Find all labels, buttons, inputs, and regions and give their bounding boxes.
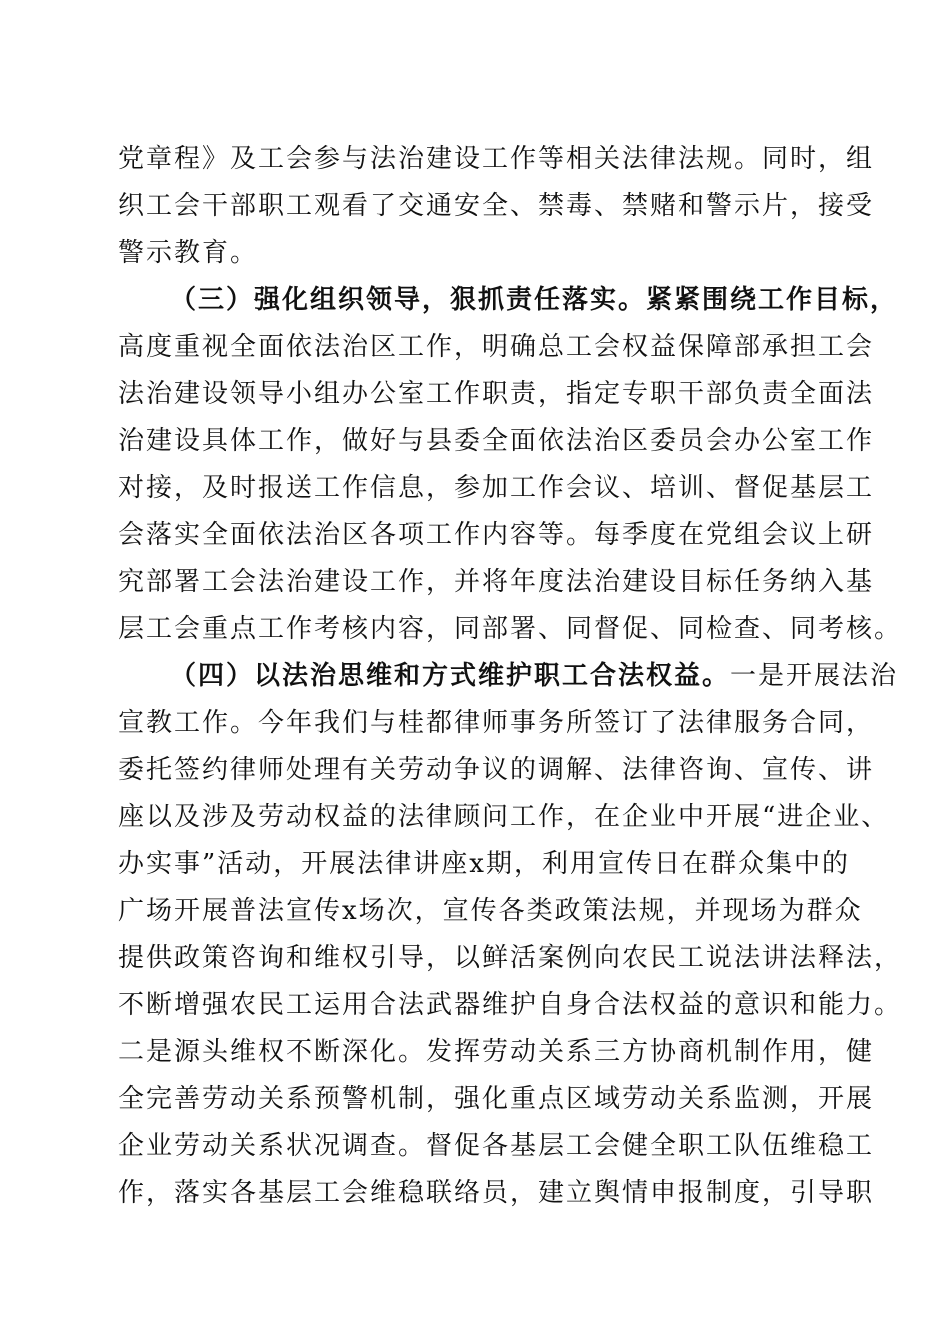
- text-line-22: 全完善劳动关系预警机制，强化重点区域劳动关系监测，开展: [118, 1084, 875, 1114]
- text-line-3: 警示教育。: [118, 238, 259, 268]
- section-4-lead: 一是开展法治: [730, 661, 899, 691]
- section-3-title: 强化组织领导，狠抓责任落实。紧紧围绕工作目标，: [254, 285, 899, 315]
- text-line-14: 宣教工作。今年我们与桂都律师事务所签订了法律服务合同，: [118, 708, 875, 738]
- text-line-6: 法治建设领导小组办公室工作职责，指定专职干部负责全面法: [118, 379, 875, 409]
- section-4-label: （四）: [170, 661, 255, 691]
- text-line-8: 对接，及时报送工作信息，参加工作会议、培训、督促基层工: [118, 473, 875, 503]
- text-line-19: 提供政策咨询和维权引导，以鲜活案例向农民工说法讲法释法，: [118, 943, 903, 973]
- text-line-15: 委托签约律师处理有关劳动争议的调解、法律咨询、宣传、讲: [118, 755, 875, 785]
- text-line-9: 会落实全面依法治区各项工作内容等。每季度在党组会议上研: [118, 520, 875, 550]
- text-line-11: 层工会重点工作考核内容，同部署、同督促、同检查、同考核。: [118, 614, 903, 644]
- text-line-7: 治建设具体工作，做好与县委全面依法治区委员会办公室工作: [118, 426, 875, 456]
- text-line-23: 企业劳动关系状况调查。督促各基层工会健全职工队伍维稳工: [118, 1131, 875, 1161]
- text-line-2: 织工会干部职工观看了交通安全、禁毒、禁赌和警示片，接受: [118, 191, 875, 221]
- text-line-1: 党章程》及工会参与法治建设工作等相关法律法规。同时，组: [118, 144, 875, 174]
- section-4-title: 以法治思维和方式维护职工合法权益。: [254, 661, 731, 691]
- section-4-heading-line: [170, 659, 898, 693]
- text-line-18: 广场开展普法宣传x场次，宣传各类政策法规，并现场为群众: [118, 896, 863, 926]
- section-3-heading-line: [170, 283, 898, 317]
- text-line-21: 二是源头维权不断深化。发挥劳动关系三方协商机制作用，健: [118, 1037, 875, 1067]
- text-line-24: 作，落实各基层工会维稳联络员，建立舆情申报制度，引导职: [118, 1178, 875, 1208]
- text-line-16: 座以及涉及劳动权益的法律顾问工作，在企业中开展“进企业、: [118, 802, 890, 832]
- section-3-label: （三）: [170, 285, 255, 315]
- text-line-5: 高度重视全面依法治区工作，明确总工会权益保障部承担工会: [118, 332, 875, 362]
- text-line-20: 不断增强农民工运用合法武器维护自身合法权益的意识和能力。: [118, 990, 903, 1020]
- text-line-17: 办实事”活动，开展法律讲座x期，利用宣传日在群众集中的: [118, 849, 850, 879]
- text-line-10: 究部署工会法治建设工作，并将年度法治建设目标任务纳入基: [118, 567, 875, 597]
